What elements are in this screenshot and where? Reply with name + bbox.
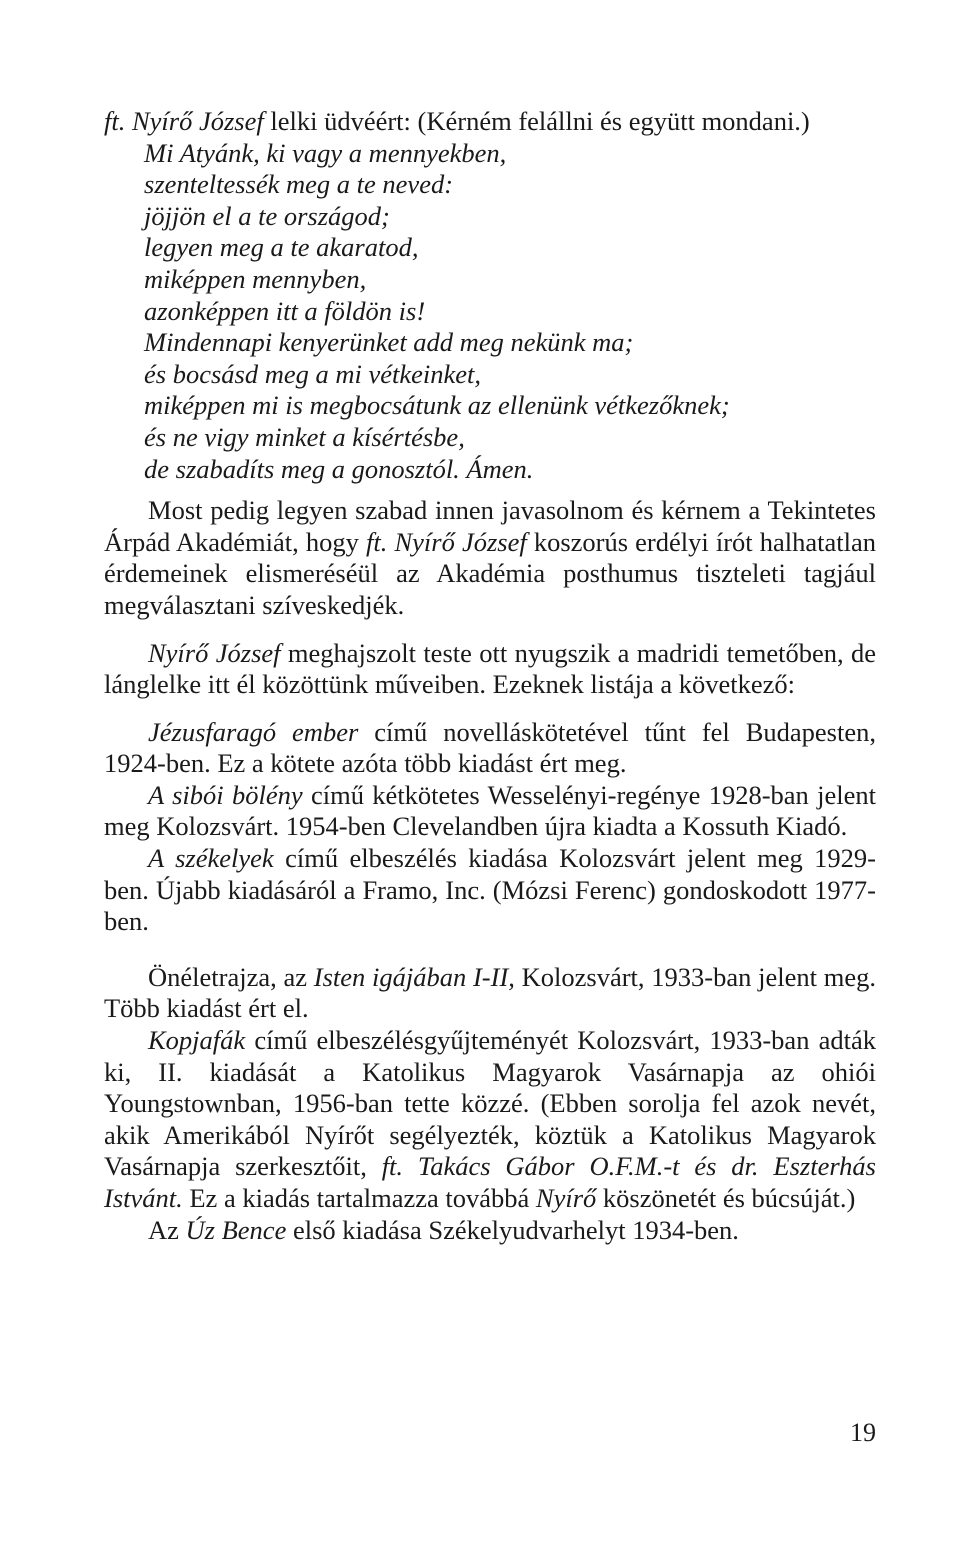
work-entry: A sibói bölény című kétkötetes Wesselényi-regénye 1928-ban jelent meg Kolozsvárt. 1954-ben Clevelandben újra kiadta a Kossuth Kiadó. — [104, 779, 876, 842]
intro-paragraph: ft. Nyírő József lelki üdvéért: (Kérném felállni és együtt mondani.) — [104, 106, 810, 136]
prayer-line: azonképpen itt a földön is! — [144, 295, 426, 326]
prayer-line: és ne vigy minket a kísértésbe, — [144, 421, 465, 452]
prayer-line: legyen meg a te akaratod, — [144, 232, 419, 263]
prayer-line: és bocsásd meg a mi vétkeinket, — [144, 358, 482, 389]
prayer-line: de szabadíts meg a gonosztól. Ámen. — [144, 453, 534, 484]
work-entry: Önéletrajza, az Isten igájában I-II, Kolozsvárt, 1933-ban jelent meg. Több kiadást ért el. — [104, 961, 876, 1024]
prayer-line: miképpen mennyben, — [144, 263, 367, 294]
prayer-line: Mindennapi kenyerünket add meg nekünk ma; — [144, 327, 634, 358]
prayer-line: Mi Atyánk, ki vagy a mennyekben, — [144, 137, 507, 168]
work-entry: Az Úz Bence első kiadása Székelyudvarhelyt 1934-ben. — [148, 1214, 739, 1245]
work-entry: A székelyek című elbeszélés kiadása Kolozsvárt jelent meg 1929-ben. Újabb kiadásáról a Framo, Inc. (Mózsi Ferenc) gondoskodott 1977-ben. — [104, 843, 876, 937]
burial-paragraph: Nyírő József meghajszolt teste ott nyugszik a madridi temetőben, de lánglelke itt él közöttünk műveiben. Ezeknek listája a következő: — [104, 637, 876, 700]
work-entry: Kopjafák című elbeszélésgyűjteményét Kolozsvárt, 1933-ban adták ki, II. kiadását a Katolikus Magyarok Vasárnapja az ohiói Youngstownban, 1956-ban tette közzé. (Ebben sorolja fel azok nevét, akik Amerikából Nyírőt segélyezték, köztük a Katolikus Magyarok Vasárnapja szerkesztőit, ft. Takács Gábor O.F.M.-t és dr. Eszterhás Istvánt. Ez a kiadás tartalmazza továbbá Nyírő köszönetét és búcsúját.) — [104, 1025, 876, 1213]
work-entry: Jézusfaragó ember című novelláskötetével tűnt fel Budapesten, 1924-ben. Ez a kötete azóta több kiadást ért meg. — [104, 716, 876, 779]
prayer-line: miképpen mi is megbocsátunk az ellenünk vétkezőknek; — [144, 390, 730, 421]
intro-name: ft. Nyírő József — [104, 106, 264, 136]
page-body — [104, 106, 876, 1246]
page-number: 19 — [850, 1418, 876, 1447]
prayer-line: szenteltessék meg a te neved: — [144, 169, 454, 200]
proposal-paragraph: Most pedig legyen szabad innen javasolnom és kérnem a Tekintetes Árpád Akadémiát, hogy ft. Nyírő József koszorús erdélyi írót halhatatlan érdemeinek elismeréséül az Akadémia posthumus tiszteleti tagjául megválasztani szíveskedjék. — [104, 495, 876, 620]
prayer-block — [104, 138, 876, 486]
prayer-line: jöjjön el a te országod; — [144, 200, 390, 231]
